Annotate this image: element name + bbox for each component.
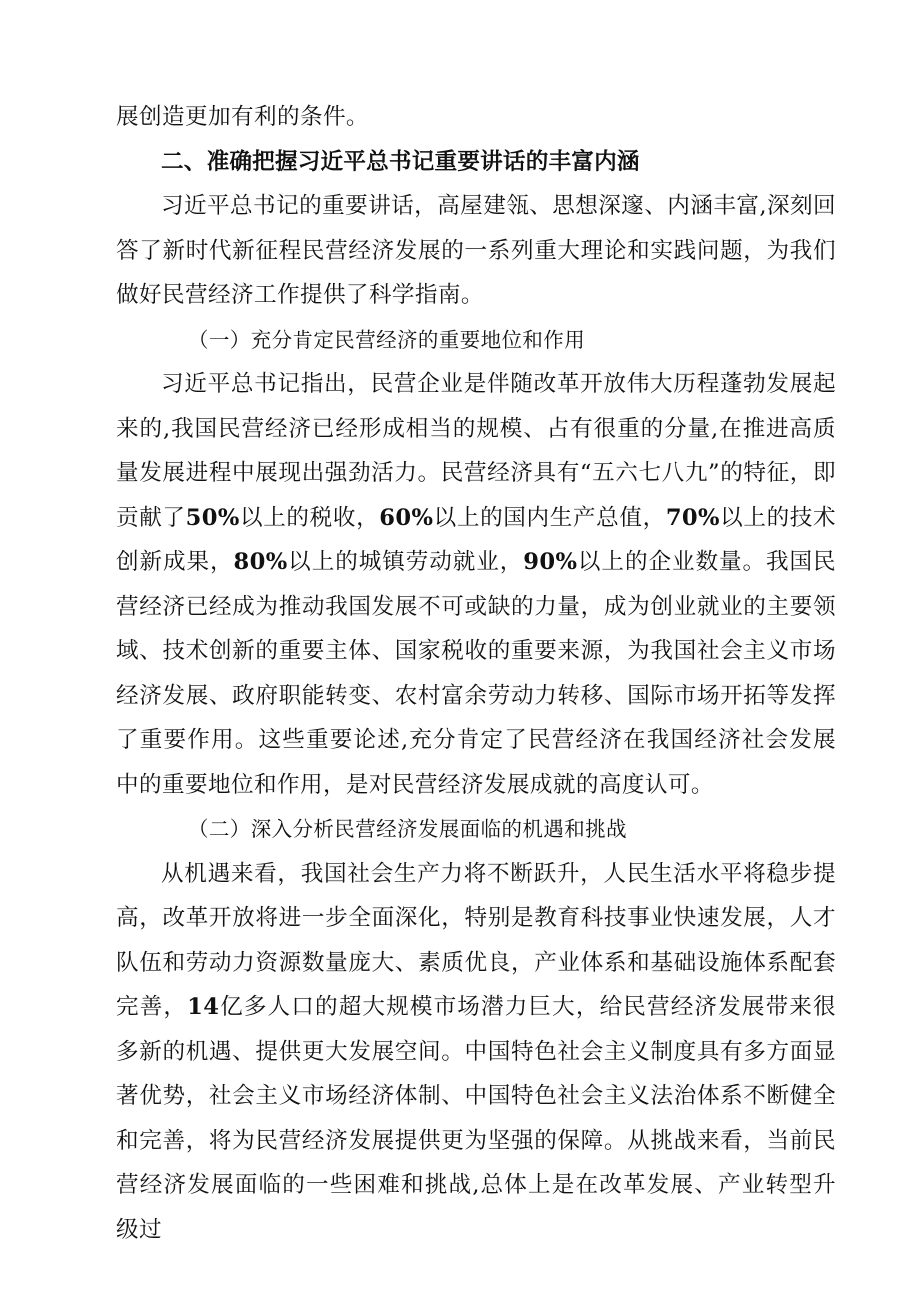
section-heading: 二、准确把握习近平总书记重要讲话的丰富内涵 — [161, 148, 640, 175]
paragraph-continuation: 展创造更加有利的条件。 — [116, 104, 369, 130]
paragraph-1-end: 以上的企业数量。我国民营经济已经成为推动我国发展不可或缺的力量，成为创业就业的主要领域、技术创新的重要主体、国家税收的重要来源，为我国社会主义市场经济发展、政府职能转变、农村富余劳动力转移、国际市场开拓等发挥了重要作用。这些重要论述,充分肯定了民营经济在我国经济社会发展中的重要地位和作用，是对民营经济发展成就的高度认可。 — [116, 549, 837, 798]
document-page — [116, 95, 836, 1252]
stat-firms-pct: 90% — [523, 549, 578, 575]
subheading-1: （一）充分肯定民营经济的重要地位和作用 — [188, 327, 586, 352]
paragraph-2 — [116, 852, 836, 1253]
text-gdp: 以上的国内生产总值， — [433, 504, 666, 531]
paragraph-1 — [116, 362, 836, 807]
paragraph-2-start: 从机遇来看，我国社会生产力将不断跃升，人民生活水平将稳步提高，改革开放将进一步全面深化，特别是教育科技事业快速发展，人才队伍和劳动力资源数量庞大、素质优良，产业体系和基础设施体系配套完善， — [116, 860, 836, 1020]
paragraph-intro: 习近平总书记的重要讲话，高屋建瓴、思想深邃、内涵丰富,深刻回答了新时代新征程民营经济发展的一系列重大理论和实践问题，为我们做好民营经济工作提供了科学指南。 — [116, 193, 836, 308]
subheading-2: （二）深入分析民营经济发展面临的机遇和挑战 — [188, 817, 627, 841]
stat-population: 14 — [187, 994, 220, 1020]
stat-tax-pct: 50% — [185, 504, 240, 531]
paragraph-1-start: 习近平总书记指出，民营企业是伴随改革开放伟大历程蓬勃发展起来的,我国民营经济已经形成相当的规模、占有很重的分量,在推进高质量发展进程中展现出强劲活力。民营经济具有“五六七八九”的特征，即贡献了 — [116, 371, 836, 531]
text-tax: 以上的税收， — [239, 504, 380, 531]
text-jobs: 以上的城镇劳动就业， — [287, 549, 524, 575]
stat-jobs-pct: 80% — [233, 549, 288, 575]
stat-gdp-pct: 60% — [379, 504, 434, 531]
paragraph-2-end: 亿多人口的超大规模市场潜力巨大，给民营经济发展带来很多新的机遇、提供更大发展空间。中国特色社会主义制度具有多方面显著优势，社会主义市场经济体制、中国特色社会主义法治体系不断健全和完善，将为民营经济发展提供更为坚强的保障。从挑战来看，当前民营经济发展面临的一些困难和挑战,总体上是在改革发展、产业转型升级过 — [116, 994, 837, 1243]
text-tech: 以上的技术创新成果， — [116, 504, 837, 575]
stat-tech-pct: 70% — [665, 504, 720, 531]
